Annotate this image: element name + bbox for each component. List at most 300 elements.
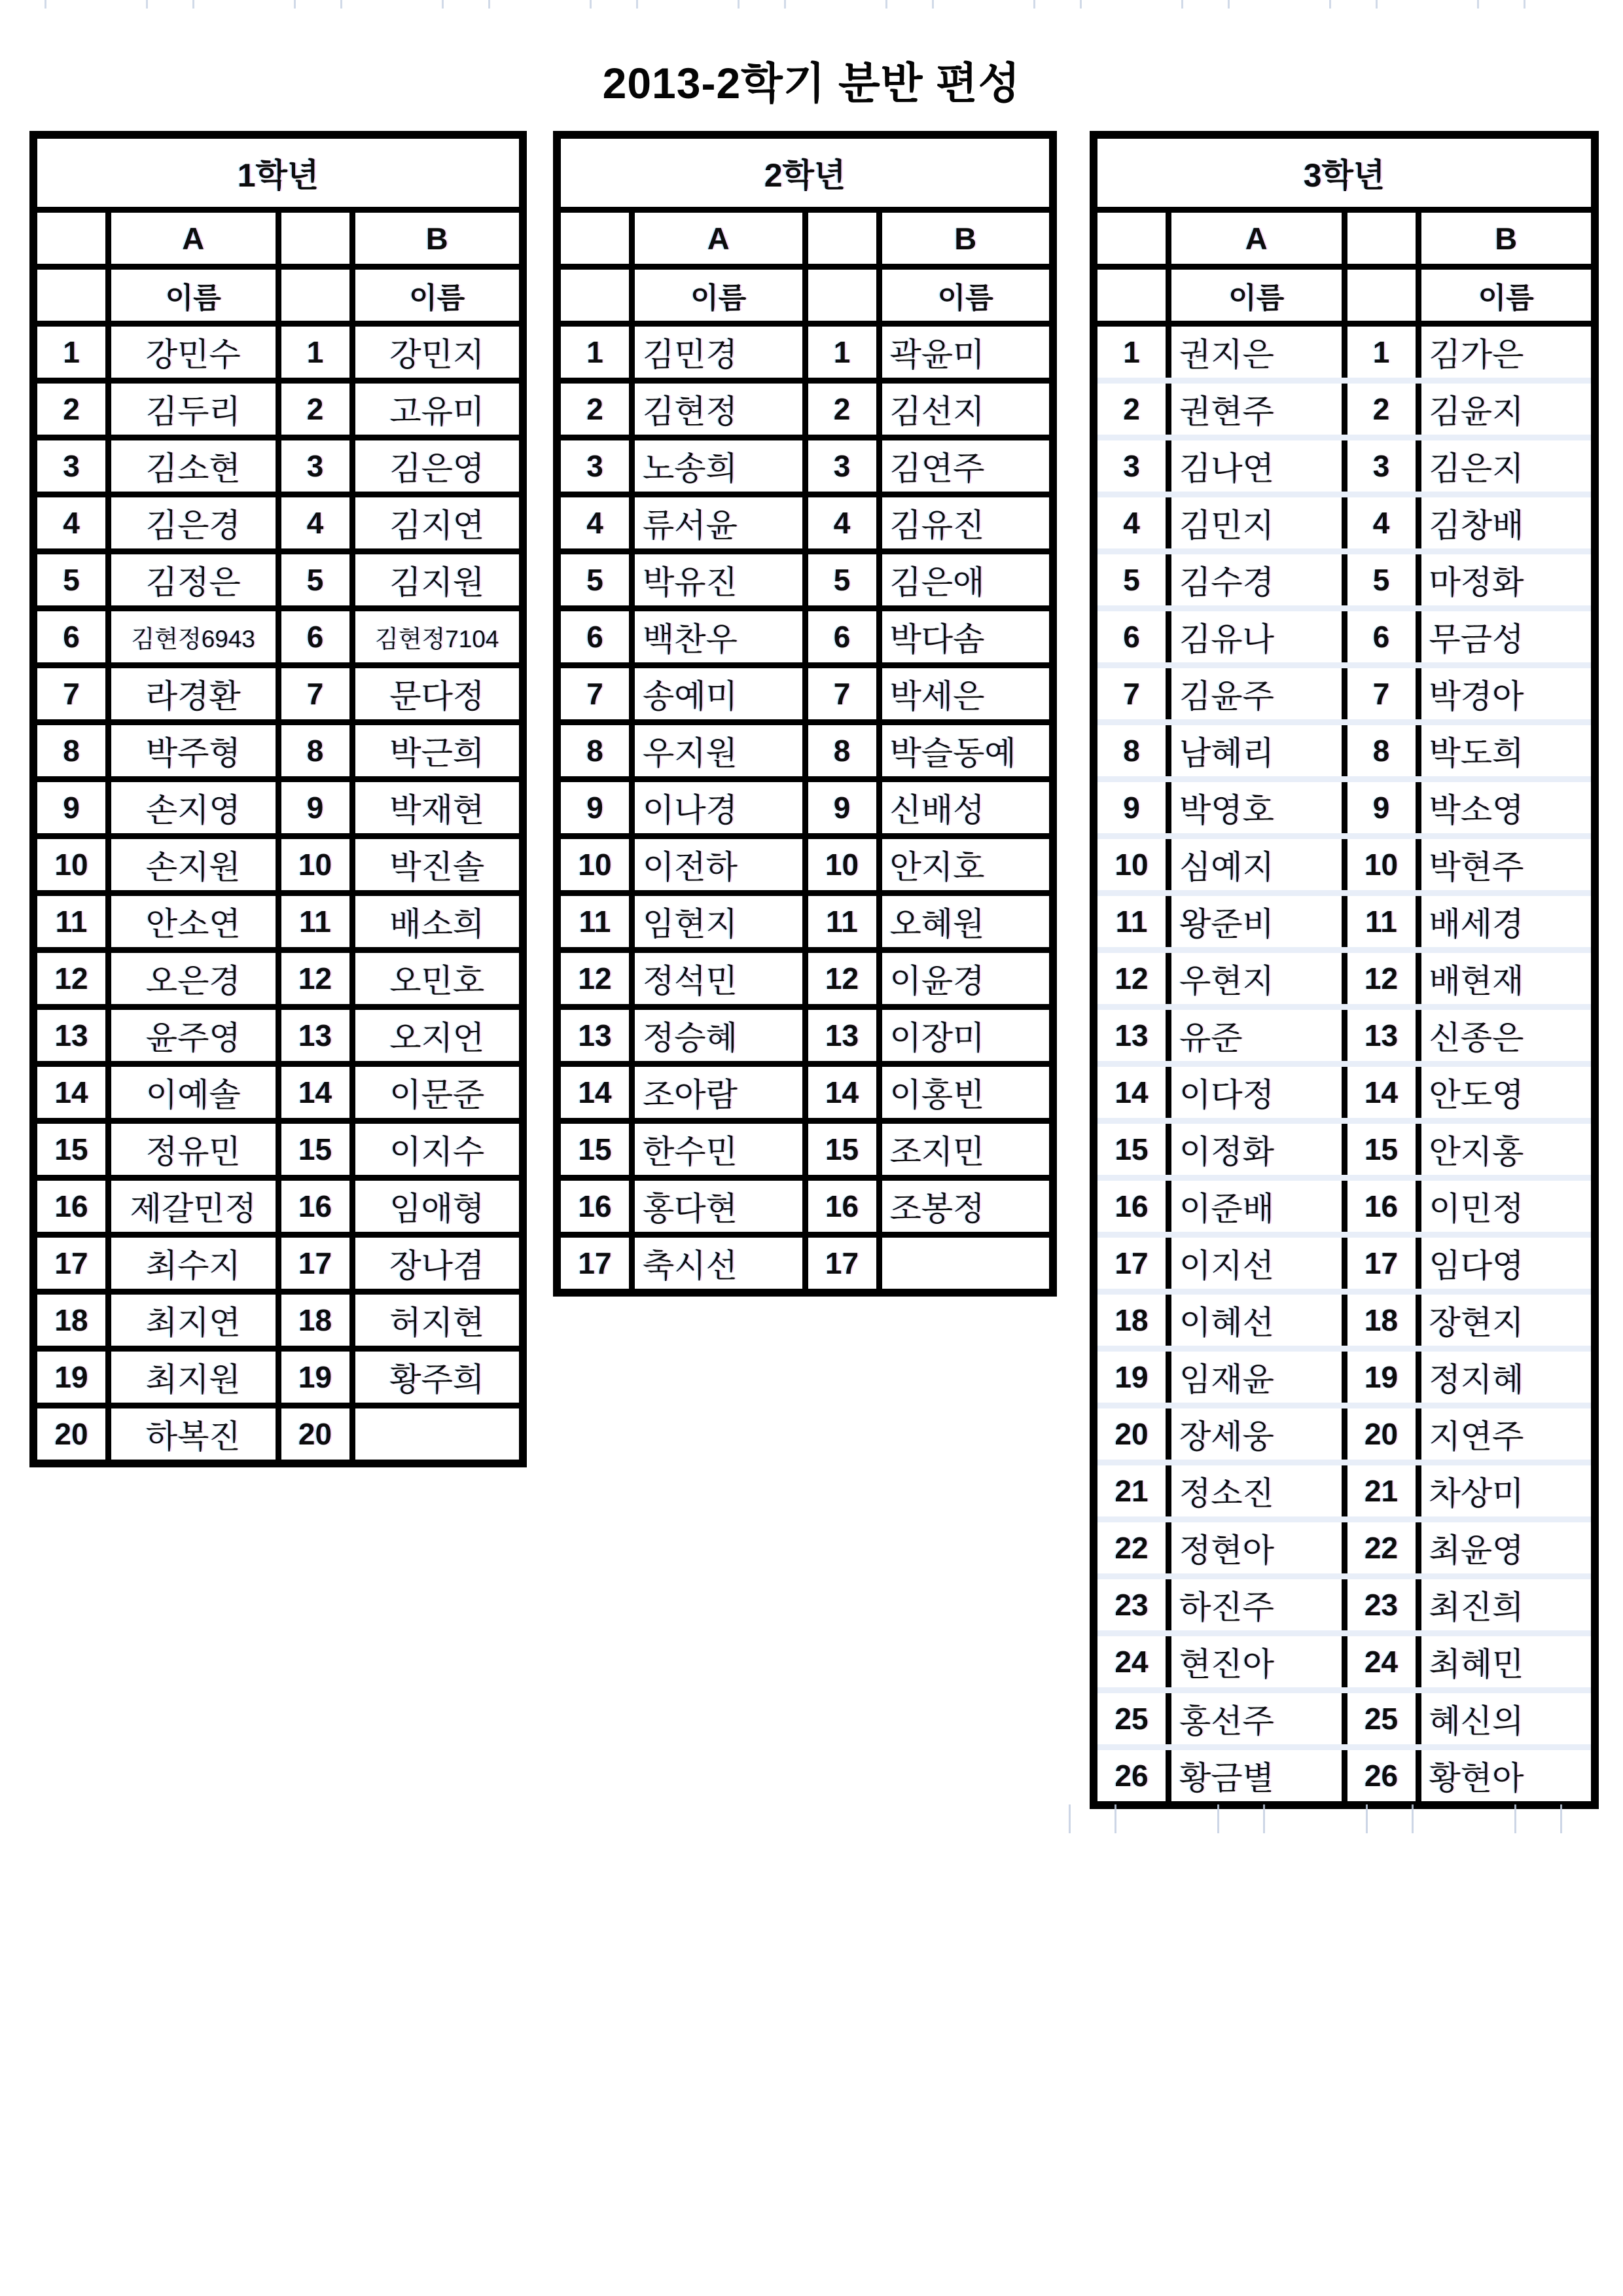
student-name-cell: 오지언	[355, 1010, 520, 1061]
student-name-cell: 곽윤미	[882, 327, 1050, 378]
spacer-cell	[1097, 270, 1166, 321]
row-number-cell: 6	[281, 611, 349, 662]
student-name-cell: 왕준비	[1171, 896, 1342, 947]
table-row	[1097, 725, 1591, 776]
student-name-cell: 안소연	[111, 896, 276, 947]
student-name-cell: 김민경	[635, 327, 802, 378]
row-number-cell: 13	[1347, 1010, 1416, 1061]
student-name-cell	[882, 1238, 1050, 1289]
table-row	[561, 1181, 1049, 1232]
row-number-cell: 2	[281, 384, 349, 435]
row-number-cell: 3	[37, 440, 105, 492]
student-name-cell: 허지현	[355, 1295, 520, 1346]
student-name-cell: 박다솜	[882, 611, 1050, 662]
table-row	[561, 782, 1049, 833]
row-number-cell: 12	[561, 953, 629, 1004]
row-number-cell: 25	[1347, 1693, 1416, 1744]
spacer-cell	[1097, 213, 1166, 264]
student-name-cell: 이윤경	[882, 953, 1050, 1004]
row-number-cell: 22	[1097, 1522, 1166, 1573]
table-row	[1097, 327, 1591, 378]
table-row	[37, 327, 519, 378]
student-name-cell: 지연주	[1421, 1408, 1592, 1460]
class-a-header: A	[1171, 213, 1342, 264]
row-number-cell: 19	[37, 1352, 105, 1403]
student-name-cell: 최진희	[1421, 1579, 1592, 1630]
row-number-cell: 6	[561, 611, 629, 662]
row-number-cell: 8	[37, 725, 105, 776]
student-name-cell: 우현지	[1171, 953, 1342, 1004]
row-number-cell: 3	[1347, 440, 1416, 492]
row-number-cell: 18	[1347, 1295, 1416, 1346]
student-name-cell: 배현재	[1421, 953, 1592, 1004]
table-row	[561, 1067, 1049, 1118]
row-number-cell: 10	[1097, 839, 1166, 890]
row-number-cell: 13	[808, 1010, 876, 1061]
table-row	[37, 1238, 519, 1289]
student-name-cell: 무금성	[1421, 611, 1592, 662]
student-name-cell: 우지원	[635, 725, 802, 776]
student-name-cell: 이전하	[635, 839, 802, 890]
student-name-cell: 정승혜	[635, 1010, 802, 1061]
row-number-cell: 16	[808, 1181, 876, 1232]
excel-top-gridlines	[0, 0, 1623, 9]
student-name-cell: 김은영	[355, 440, 520, 492]
student-name-cell: 문다정	[355, 668, 520, 719]
student-name-cell: 이홍빈	[882, 1067, 1050, 1118]
table-row	[37, 1352, 519, 1403]
student-name-cell: 조아람	[635, 1067, 802, 1118]
name-column-header: 이름	[1171, 270, 1342, 321]
row-number-cell: 12	[37, 953, 105, 1004]
row-number-cell: 6	[37, 611, 105, 662]
student-name-cell: 이장미	[882, 1010, 1050, 1061]
name-header-row	[1097, 270, 1591, 321]
row-number-cell: 25	[1097, 1693, 1166, 1744]
table-row	[37, 384, 519, 435]
table-row	[561, 497, 1049, 548]
grade1-rows	[37, 327, 519, 1460]
row-number-cell: 9	[1347, 782, 1416, 833]
row-number-cell: 10	[281, 839, 349, 890]
row-number-cell: 5	[281, 554, 349, 605]
row-number-cell: 24	[1347, 1636, 1416, 1687]
student-name-cell: 김현정6943	[111, 611, 276, 662]
student-name-cell: 임재윤	[1171, 1352, 1342, 1403]
row-number-cell: 4	[1097, 497, 1166, 548]
row-number-cell: 12	[1097, 953, 1166, 1004]
table-row	[37, 1295, 519, 1346]
row-number-cell: 2	[808, 384, 876, 435]
table-row	[1097, 1636, 1591, 1687]
row-number-cell: 21	[1347, 1465, 1416, 1516]
table-row	[1097, 440, 1591, 492]
row-number-cell: 12	[1347, 953, 1416, 1004]
row-number-cell: 15	[281, 1124, 349, 1175]
student-name-cell: 축시선	[635, 1238, 802, 1289]
row-number-cell: 5	[37, 554, 105, 605]
student-name-cell: 박세은	[882, 668, 1050, 719]
student-name-cell: 권현주	[1171, 384, 1342, 435]
row-number-cell: 7	[281, 668, 349, 719]
spacer-cell	[281, 270, 349, 321]
row-number-cell: 26	[1097, 1750, 1166, 1801]
student-name-cell: 김창배	[1421, 497, 1592, 548]
class-a-header: A	[111, 213, 276, 264]
student-name-cell: 최혜민	[1421, 1636, 1592, 1687]
student-name-cell: 황금별	[1171, 1750, 1342, 1801]
student-name-cell: 이준배	[1171, 1181, 1342, 1232]
row-number-cell: 4	[808, 497, 876, 548]
row-number-cell: 16	[1347, 1181, 1416, 1232]
student-name-cell: 김민지	[1171, 497, 1342, 548]
row-number-cell: 1	[1097, 327, 1166, 378]
row-number-cell: 13	[37, 1010, 105, 1061]
row-number-cell: 15	[561, 1124, 629, 1175]
student-name-cell: 김수경	[1171, 554, 1342, 605]
student-name-cell: 유준	[1171, 1010, 1342, 1061]
student-name-cell: 김가은	[1421, 327, 1592, 378]
table-row	[37, 1408, 519, 1460]
row-number-cell: 22	[1347, 1522, 1416, 1573]
row-number-cell: 5	[808, 554, 876, 605]
row-number-cell: 11	[561, 896, 629, 947]
student-name-cell: 심예지	[1171, 839, 1342, 890]
excel-bottom-gridlines	[1069, 1804, 1623, 1833]
class-b-header: B	[355, 213, 520, 264]
row-number-cell: 17	[37, 1238, 105, 1289]
name-column-header: 이름	[882, 270, 1050, 321]
student-name-cell: 최윤영	[1421, 1522, 1592, 1573]
row-number-cell: 3	[561, 440, 629, 492]
table-row	[1097, 1579, 1591, 1630]
row-number-cell: 11	[1347, 896, 1416, 947]
row-number-cell: 17	[1097, 1238, 1166, 1289]
row-number-cell: 2	[37, 384, 105, 435]
table-row	[37, 497, 519, 548]
row-number-cell: 1	[808, 327, 876, 378]
table-row	[1097, 611, 1591, 662]
student-name-cell: 정유민	[111, 1124, 276, 1175]
table-row	[1097, 497, 1591, 548]
student-name-cell	[355, 1408, 520, 1460]
row-number-cell: 4	[281, 497, 349, 548]
row-number-cell: 7	[561, 668, 629, 719]
table-row	[37, 839, 519, 890]
student-name-cell: 이다정	[1171, 1067, 1342, 1118]
row-number-cell: 17	[561, 1238, 629, 1289]
student-name-cell: 김소현	[111, 440, 276, 492]
row-number-cell: 19	[1097, 1352, 1166, 1403]
student-name-cell: 윤주영	[111, 1010, 276, 1061]
student-name-cell: 박슬동예	[882, 725, 1050, 776]
grade3-table	[1090, 131, 1599, 1809]
student-name-cell: 오혜원	[882, 896, 1050, 947]
spacer-cell	[37, 270, 105, 321]
student-name-cell: 정소진	[1171, 1465, 1342, 1516]
student-name-cell: 신종은	[1421, 1010, 1592, 1061]
grade-label: 2학년	[561, 139, 1049, 207]
student-name-cell: 조지민	[882, 1124, 1050, 1175]
student-name-cell: 김은애	[882, 554, 1050, 605]
name-header-row	[561, 270, 1049, 321]
table-row	[1097, 1295, 1591, 1346]
table-row	[561, 839, 1049, 890]
row-number-cell: 15	[1097, 1124, 1166, 1175]
row-number-cell: 20	[1097, 1408, 1166, 1460]
table-row	[1097, 1522, 1591, 1573]
spacer-cell	[1347, 213, 1416, 264]
student-name-cell: 라경환	[111, 668, 276, 719]
student-name-cell: 박영호	[1171, 782, 1342, 833]
student-name-cell: 김두리	[111, 384, 276, 435]
student-name-cell: 안도영	[1421, 1067, 1592, 1118]
table-row	[37, 1010, 519, 1061]
row-number-cell: 14	[281, 1067, 349, 1118]
student-name-cell: 최수지	[111, 1238, 276, 1289]
student-name-cell: 혜신의	[1421, 1693, 1592, 1744]
table-row	[37, 725, 519, 776]
row-number-cell: 4	[561, 497, 629, 548]
table-row	[1097, 1067, 1591, 1118]
row-number-cell: 8	[1097, 725, 1166, 776]
student-name-cell: 김은경	[111, 497, 276, 548]
row-number-cell: 21	[1097, 1465, 1166, 1516]
student-name-cell: 박진솔	[355, 839, 520, 890]
row-number-cell: 12	[808, 953, 876, 1004]
row-number-cell: 5	[561, 554, 629, 605]
row-number-cell: 6	[808, 611, 876, 662]
student-name-cell: 황주희	[355, 1352, 520, 1403]
row-number-cell: 13	[281, 1010, 349, 1061]
student-name-cell: 박소영	[1421, 782, 1592, 833]
row-number-cell: 1	[281, 327, 349, 378]
student-name-cell: 최지연	[111, 1295, 276, 1346]
table-row	[561, 896, 1049, 947]
row-number-cell: 9	[808, 782, 876, 833]
student-name-cell: 김은지	[1421, 440, 1592, 492]
row-number-cell: 7	[37, 668, 105, 719]
student-name-cell: 김윤지	[1421, 384, 1592, 435]
row-number-cell: 8	[281, 725, 349, 776]
table-row	[1097, 1352, 1591, 1403]
row-number-cell: 8	[1347, 725, 1416, 776]
row-number-cell: 11	[281, 896, 349, 947]
student-name-cell: 박근희	[355, 725, 520, 776]
row-number-cell: 8	[808, 725, 876, 776]
student-name-cell: 송예미	[635, 668, 802, 719]
student-name-cell: 정석민	[635, 953, 802, 1004]
row-number-cell: 20	[281, 1408, 349, 1460]
row-number-cell: 10	[561, 839, 629, 890]
table-row	[561, 611, 1049, 662]
table-header-row	[561, 139, 1049, 207]
table-row	[37, 1067, 519, 1118]
class-header-row	[561, 213, 1049, 264]
student-name-cell: 신배성	[882, 782, 1050, 833]
table-row	[37, 440, 519, 492]
table-row	[1097, 1010, 1591, 1061]
table-row	[561, 1010, 1049, 1061]
student-name-cell: 박주형	[111, 725, 276, 776]
row-number-cell: 9	[1097, 782, 1166, 833]
table-row	[1097, 668, 1591, 719]
row-number-cell: 14	[37, 1067, 105, 1118]
table-row	[1097, 1181, 1591, 1232]
student-name-cell: 박재현	[355, 782, 520, 833]
table-row	[1097, 1465, 1591, 1516]
table-row	[561, 725, 1049, 776]
table-row	[1097, 1750, 1591, 1801]
row-number-cell: 11	[37, 896, 105, 947]
student-name-cell: 남혜리	[1171, 725, 1342, 776]
row-number-cell: 17	[808, 1238, 876, 1289]
row-number-cell: 13	[1097, 1010, 1166, 1061]
student-name-cell: 조봉정	[882, 1181, 1050, 1232]
student-name-cell: 김유나	[1171, 611, 1342, 662]
student-name-cell: 김지연	[355, 497, 520, 548]
row-number-cell: 15	[37, 1124, 105, 1175]
spacer-cell	[281, 213, 349, 264]
name-column-header: 이름	[635, 270, 802, 321]
row-number-cell: 2	[1347, 384, 1416, 435]
student-name-cell: 강민수	[111, 327, 276, 378]
row-number-cell: 16	[281, 1181, 349, 1232]
table-row	[1097, 953, 1591, 1004]
student-name-cell: 박현주	[1421, 839, 1592, 890]
student-name-cell: 손지영	[111, 782, 276, 833]
table-row	[1097, 1124, 1591, 1175]
row-number-cell: 6	[1097, 611, 1166, 662]
student-name-cell: 오은경	[111, 953, 276, 1004]
student-name-cell: 한수민	[635, 1124, 802, 1175]
row-number-cell: 26	[1347, 1750, 1416, 1801]
row-number-cell: 17	[281, 1238, 349, 1289]
row-number-cell: 11	[1097, 896, 1166, 947]
student-name-cell: 이문준	[355, 1067, 520, 1118]
row-number-cell: 19	[1347, 1352, 1416, 1403]
grade2-rows	[561, 327, 1049, 1289]
student-name-cell: 김나연	[1171, 440, 1342, 492]
table-row	[37, 896, 519, 947]
student-name-cell: 장현지	[1421, 1295, 1592, 1346]
row-number-cell: 7	[808, 668, 876, 719]
grade2-table	[553, 131, 1057, 1297]
student-name-cell: 노송희	[635, 440, 802, 492]
student-name-cell: 마정화	[1421, 554, 1592, 605]
class-b-header: B	[1421, 213, 1592, 264]
student-name-cell: 차상미	[1421, 1465, 1592, 1516]
table-row	[561, 327, 1049, 378]
row-number-cell: 5	[1347, 554, 1416, 605]
row-number-cell: 14	[1347, 1067, 1416, 1118]
row-number-cell: 3	[808, 440, 876, 492]
row-number-cell: 14	[561, 1067, 629, 1118]
student-name-cell: 이지수	[355, 1124, 520, 1175]
student-name-cell: 장나겸	[355, 1238, 520, 1289]
row-number-cell: 7	[1097, 668, 1166, 719]
student-name-cell: 이혜선	[1171, 1295, 1342, 1346]
table-row	[1097, 1693, 1591, 1744]
student-name-cell: 권지은	[1171, 327, 1342, 378]
table-row	[1097, 384, 1591, 435]
student-name-cell: 김현정7104	[355, 611, 520, 662]
table-row	[1097, 554, 1591, 605]
row-number-cell: 13	[561, 1010, 629, 1061]
table-row	[1097, 1238, 1591, 1289]
row-number-cell: 3	[281, 440, 349, 492]
class-header-row	[1097, 213, 1591, 264]
spacer-cell	[1347, 270, 1416, 321]
table-row	[37, 782, 519, 833]
row-number-cell: 1	[37, 327, 105, 378]
table-header-row	[37, 139, 519, 207]
row-number-cell: 4	[1347, 497, 1416, 548]
grade-label: 3학년	[1097, 139, 1591, 207]
table-row	[37, 1181, 519, 1232]
row-number-cell: 24	[1097, 1636, 1166, 1687]
student-name-cell: 박도희	[1421, 725, 1592, 776]
row-number-cell: 10	[1347, 839, 1416, 890]
table-row	[37, 1124, 519, 1175]
grade-label: 1학년	[37, 139, 519, 207]
table-row	[561, 1238, 1049, 1289]
row-number-cell: 18	[281, 1295, 349, 1346]
row-number-cell: 10	[808, 839, 876, 890]
row-number-cell: 15	[808, 1124, 876, 1175]
spacer-cell	[808, 213, 876, 264]
student-name-cell: 현진아	[1171, 1636, 1342, 1687]
student-name-cell: 김유진	[882, 497, 1050, 548]
student-name-cell: 이예솔	[111, 1067, 276, 1118]
class-a-header: A	[635, 213, 802, 264]
student-name-cell: 장세웅	[1171, 1408, 1342, 1460]
row-number-cell: 11	[808, 896, 876, 947]
student-name-cell: 하복진	[111, 1408, 276, 1460]
row-number-cell: 9	[281, 782, 349, 833]
grade1-table	[29, 131, 527, 1467]
row-number-cell: 16	[561, 1181, 629, 1232]
student-name-cell: 백찬우	[635, 611, 802, 662]
student-name-cell: 황현아	[1421, 1750, 1592, 1801]
student-name-cell: 배세경	[1421, 896, 1592, 947]
table-row	[1097, 782, 1591, 833]
student-name-cell: 이나경	[635, 782, 802, 833]
table-row	[561, 554, 1049, 605]
row-number-cell: 14	[1097, 1067, 1166, 1118]
student-name-cell: 임현지	[635, 896, 802, 947]
student-name-cell: 안지홍	[1421, 1124, 1592, 1175]
row-number-cell: 5	[1097, 554, 1166, 605]
row-number-cell: 16	[1097, 1181, 1166, 1232]
row-number-cell: 17	[1347, 1238, 1416, 1289]
row-number-cell: 2	[561, 384, 629, 435]
table-row	[561, 384, 1049, 435]
row-number-cell: 4	[37, 497, 105, 548]
row-number-cell: 8	[561, 725, 629, 776]
page-title: 2013-2학기 분반 편성	[602, 59, 1021, 107]
student-name-cell: 배소희	[355, 896, 520, 947]
row-number-cell: 2	[1097, 384, 1166, 435]
table-row	[561, 1124, 1049, 1175]
row-number-cell: 20	[1347, 1408, 1416, 1460]
student-name-cell: 박경아	[1421, 668, 1592, 719]
row-number-cell: 12	[281, 953, 349, 1004]
row-number-cell: 14	[808, 1067, 876, 1118]
student-name-cell: 정현아	[1171, 1522, 1342, 1573]
spacer-cell	[37, 213, 105, 264]
student-name-cell: 홍다현	[635, 1181, 802, 1232]
